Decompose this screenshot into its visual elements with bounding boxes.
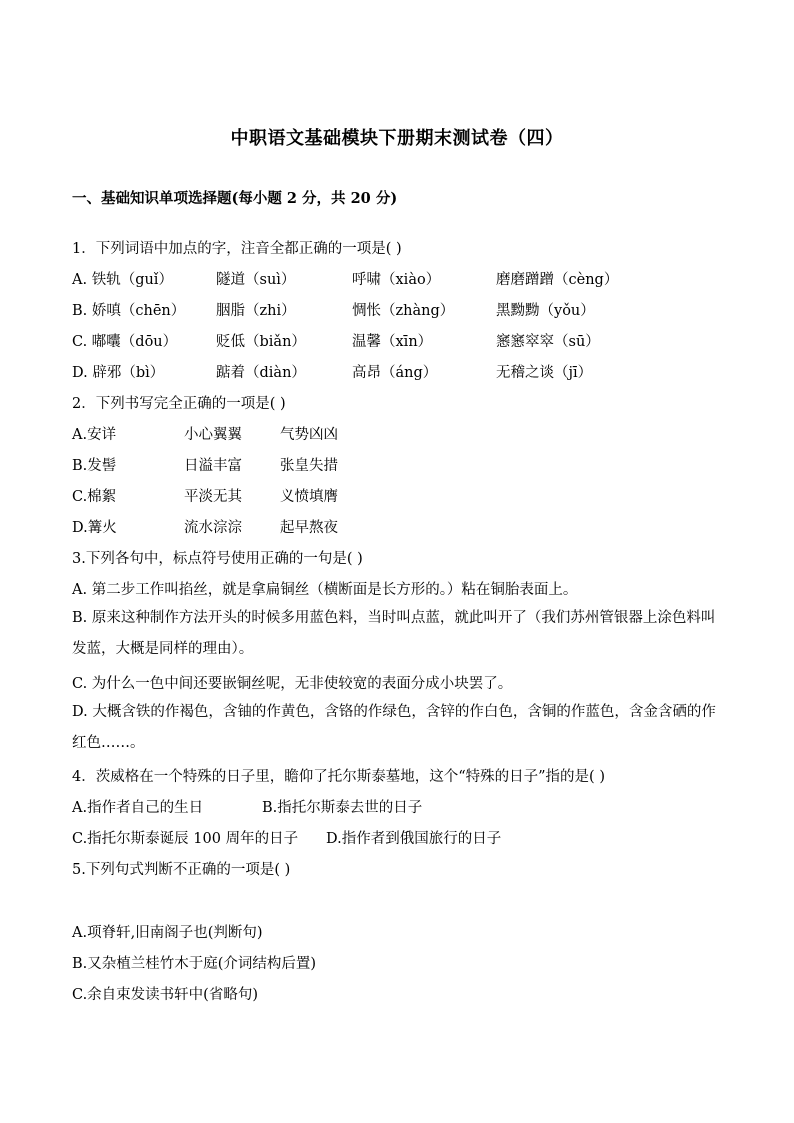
q4-option-c: C.指托尔斯泰诞辰 100 周年的日子: [72, 831, 299, 847]
q4-option-a: A.指作者自己的生日: [72, 800, 204, 816]
question-4-stem: 4．茨威格在一个特殊的日子里，瞻仰了托尔斯泰墓地，这个“特殊的日子”指的是( ): [72, 769, 605, 785]
q2-option-a-2: 小心翼翼: [184, 427, 242, 443]
q5-option-a: A.项脊轩,旧南阁子也(判断句): [72, 925, 263, 941]
q3-option-a: A. 第二步工作叫掐丝，就是拿扁铜丝（横断面是长方形的。）粘在铜胎表面上。: [72, 582, 578, 598]
page-title: 中职语文基础模块下册期末测试卷（四）: [230, 128, 564, 149]
q1-option-c-4: 窸窸窣窣（sū）: [496, 334, 600, 350]
q3-option-d: D. 大概含铁的作褐色，含铀的作黄色，含铬的作绿色，含锌的作白色，含铜的作蓝色，含金含硒的作红色……。: [72, 704, 716, 751]
q1-option-c-2: 贬低（biǎn）: [216, 334, 306, 350]
q1-option-d-3: 高昂（áng）: [352, 365, 438, 381]
q5-option-c: C.余自束发读书轩中(省略句): [72, 987, 258, 1003]
q1-option-b-1: B. 娇嗔（chēn）: [72, 303, 186, 319]
q1-option-b-4: 黑黝黝（yǒu）: [496, 303, 595, 319]
q1-option-d-1: D. 辟邪（bì）: [72, 365, 165, 381]
q1-option-b-3: 惆怅（zhàng）: [352, 303, 455, 319]
q4-option-d: D.指作者到俄国旅行的日子: [326, 831, 502, 847]
q1-option-a-3: 呼啸（xiào）: [352, 272, 441, 288]
q2-option-a-3: 气势凶凶: [280, 427, 338, 443]
q1-option-a-2: 隧道（suì）: [216, 272, 296, 288]
q2-option-a-1: A.安详: [72, 427, 117, 443]
q1-option-c-1: C. 嘟囔（dōu）: [72, 334, 178, 350]
q3-option-c: C. 为什么一色中间还要嵌铜丝呢，无非使较宽的表面分成小块罢了。: [72, 676, 513, 692]
question-1-stem: 1．下列词语中加点的字，注音全都正确的一项是( ): [72, 241, 402, 257]
q1-option-d-2: 踮着（diàn）: [216, 365, 306, 381]
q2-option-b-3: 张皇失措: [280, 458, 338, 474]
q2-option-d-3: 起早熬夜: [280, 520, 338, 536]
q5-option-b: B.又杂植兰桂竹木于庭(介词结构后置): [72, 956, 317, 972]
q2-option-c-2: 平淡无其: [184, 489, 242, 505]
section-heading: 一、基础知识单项选择题(每小题 2 分，共 20 分): [72, 190, 398, 207]
q1-option-d-4: 无稽之谈（jī）: [496, 365, 593, 381]
question-3-stem: 3.下列各句中，标点符号使用正确的一句是( ): [72, 551, 363, 567]
question-5-stem: 5.下列句式判断不正确的一项是( ): [72, 862, 291, 878]
q1-option-b-2: 胭脂（zhi）: [216, 303, 296, 319]
q2-option-c-3: 义愤填膺: [280, 489, 338, 505]
q2-option-b-2: 日溢丰富: [184, 458, 242, 474]
q2-option-c-1: C.棉絮: [72, 489, 117, 505]
q2-option-b-1: B.发髻: [72, 458, 117, 474]
q2-option-d-2: 流水淙淙: [184, 520, 242, 536]
q4-option-b: B.指托尔斯泰去世的日子: [262, 800, 423, 816]
q1-option-a-4: 磨磨蹭蹭（cèng）: [496, 272, 619, 288]
q3-option-b: B. 原来这种制作方法开头的时候多用蓝色料，当时叫点蓝，就此叫开了（我们苏州管银器上涂色料叫发蓝，大概是同样的理由）。: [72, 610, 716, 657]
question-2-stem: 2．下列书写完全正确的一项是( ): [72, 396, 286, 412]
q2-option-d-1: D.篝火: [72, 520, 117, 536]
q1-option-c-3: 温馨（xīn）: [352, 334, 433, 350]
q1-option-a-1: A. 铁轨（guǐ）: [72, 272, 173, 288]
